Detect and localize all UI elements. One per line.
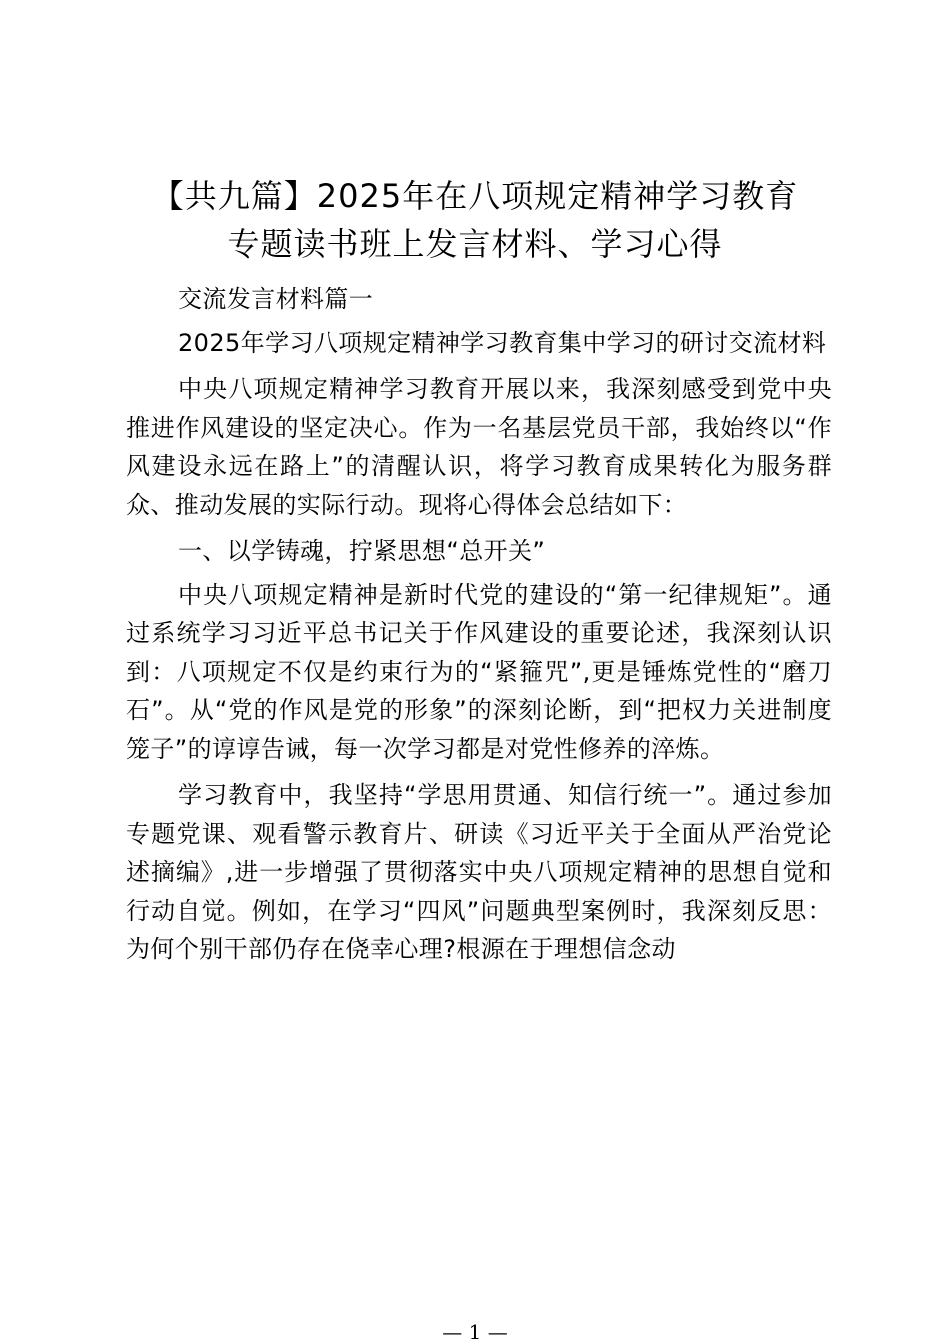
page-number: — 1 —: [442, 1320, 508, 1344]
paragraph-intro: 中央八项规定精神学习教育开展以来，我深刻感受到党中央推进作风建设的坚定决心。作为一名基层党员干部，我始终以“作风建设永远在路上”的清醒认识，将学习教育成果转化为服务群众、推动发展的实际行动。现将心得体会总结如下：: [126, 375, 833, 519]
paragraph-subtitle: 2025年学习八项规定精神学习教育集中学习的研讨交流材料: [178, 328, 827, 357]
title-line-1: 【共九篇】2025年在八项规定精神学习教育: [151, 177, 799, 215]
paragraph-body-1: 中央八项规定精神是新时代党的建设的“第一纪律规矩”。通过系统学习习近平总书记关于作风建设的重要论述，我深刻认识到：八项规定不仅是约束行为的“紧箍咒”,更是锤炼党性的“磨刀石”。从“党的作风是党的形象”的深刻论断，到“把权力关进制度笼子”的谆谆告诫，每一次学习都是对党性修养的淬炼。: [126, 580, 832, 763]
document-title: [110, 172, 840, 268]
title-line-2: 专题读书班上发言材料、学习心得: [227, 225, 723, 263]
document-body: [126, 280, 832, 977]
paragraph-heading-one: 一、以学铸魂，拧紧思想“总开关”: [178, 537, 546, 565]
paragraph-body-2: 学习教育中，我坚持“学思用贯通、知信行统一”。通过参加专题党课、观看警示教育片、研读《习近平关于全面从严治党论述摘编》,进一步增强了贯彻落实中央八项规定精神的思想自觉和行动自觉。例如，在学习“四风”问题典型案例时，我深刻反思：为何个别干部仍存在侥幸心理?根源在于理想信念动: [126, 781, 832, 963]
paragraph-section-heading: 交流发言材料篇一: [178, 285, 374, 313]
